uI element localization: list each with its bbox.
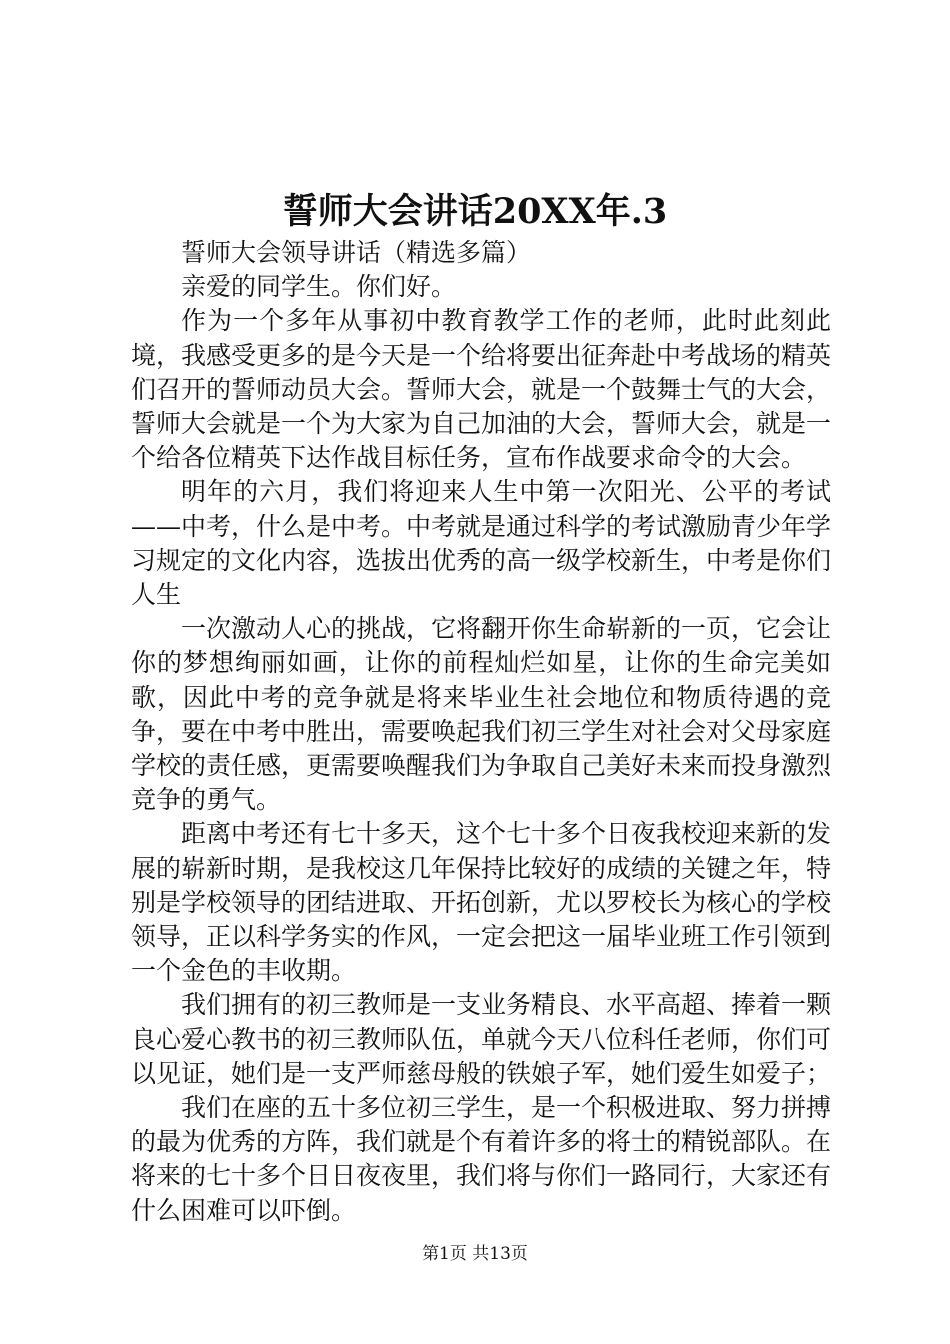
paragraph: 明年的六月，我们将迎来人生中第一次阳光、公平的考试——中考，什么是中考。中考就是通过科学的考试激励青少年学习规定的文化内容，选拔出优秀的高一级学校新生，中考是你们人生 (131, 477, 832, 610)
paragraph: 作为一个多年从事初中教育教学工作的老师，此时此刻此境，我感受更多的是今天是一个给将要出征奔赴中考战场的精英们召开的誓师动员大会。誓师大会，就是一个鼓舞士气的大会，誓师大会就是一个为大家为自己加油的大会，誓师大会，就是一个给各位精英下达作战目标任务，宣布作战要求命令的大会。 (131, 306, 832, 473)
paragraph: 距离中考还有七十多天，这个七十多个日夜我校迎来新的发展的崭新时期，是我校这几年保持比较好的成绩的关键之年，特别是学校领导的团结进取、开拓创新，尤以罗校长为核心的学校领导，正以科学务实的作风，一定会把这一届毕业班工作引领到一个金色的丰收期。 (131, 819, 832, 986)
page-footer: 第1页 共13页 (422, 1244, 528, 1264)
paragraph: 一次激动人心的挑战，它将翻开你生命崭新的一页，它会让你的梦想绚丽如画，让你的前程灿烂如星，让你的生命完美如歌，因此中考的竞争就是将来毕业生社会地位和物质待遇的竞争，要在中考中胜出，需要唤起我们初三学生对社会对父母家庭学校的责任感，更需要唤醒我们为争取自己美好未来而投身激烈竞争的勇气。 (131, 614, 832, 815)
paragraph-greeting: 亲爱的同学生。你们好。 (181, 272, 457, 302)
document-body (131, 236, 831, 1228)
paragraph: 我们拥有的初三教师是一支业务精良、水平高超、捧着一颗良心爱心教书的初三教师队伍，单就今天八位科任老师，你们可以见证，她们是一支严师慈母般的铁娘子军，她们爱生如爱子； (131, 990, 832, 1088)
paragraph-subtitle: 誓师大会领导讲话（精选多篇） (181, 238, 532, 267)
paragraph: 我们在座的五十多位初三学生，是一个积极进取、努力拼搏的最为优秀的方阵，我们就是个有着许多的将士的精锐部队。在将来的七十多个日日夜夜里，我们将与你们一路同行，大家还有什么困难可以吓倒。 (131, 1093, 832, 1225)
document-title: 誓师大会讲话20XX年.3 (282, 191, 668, 232)
